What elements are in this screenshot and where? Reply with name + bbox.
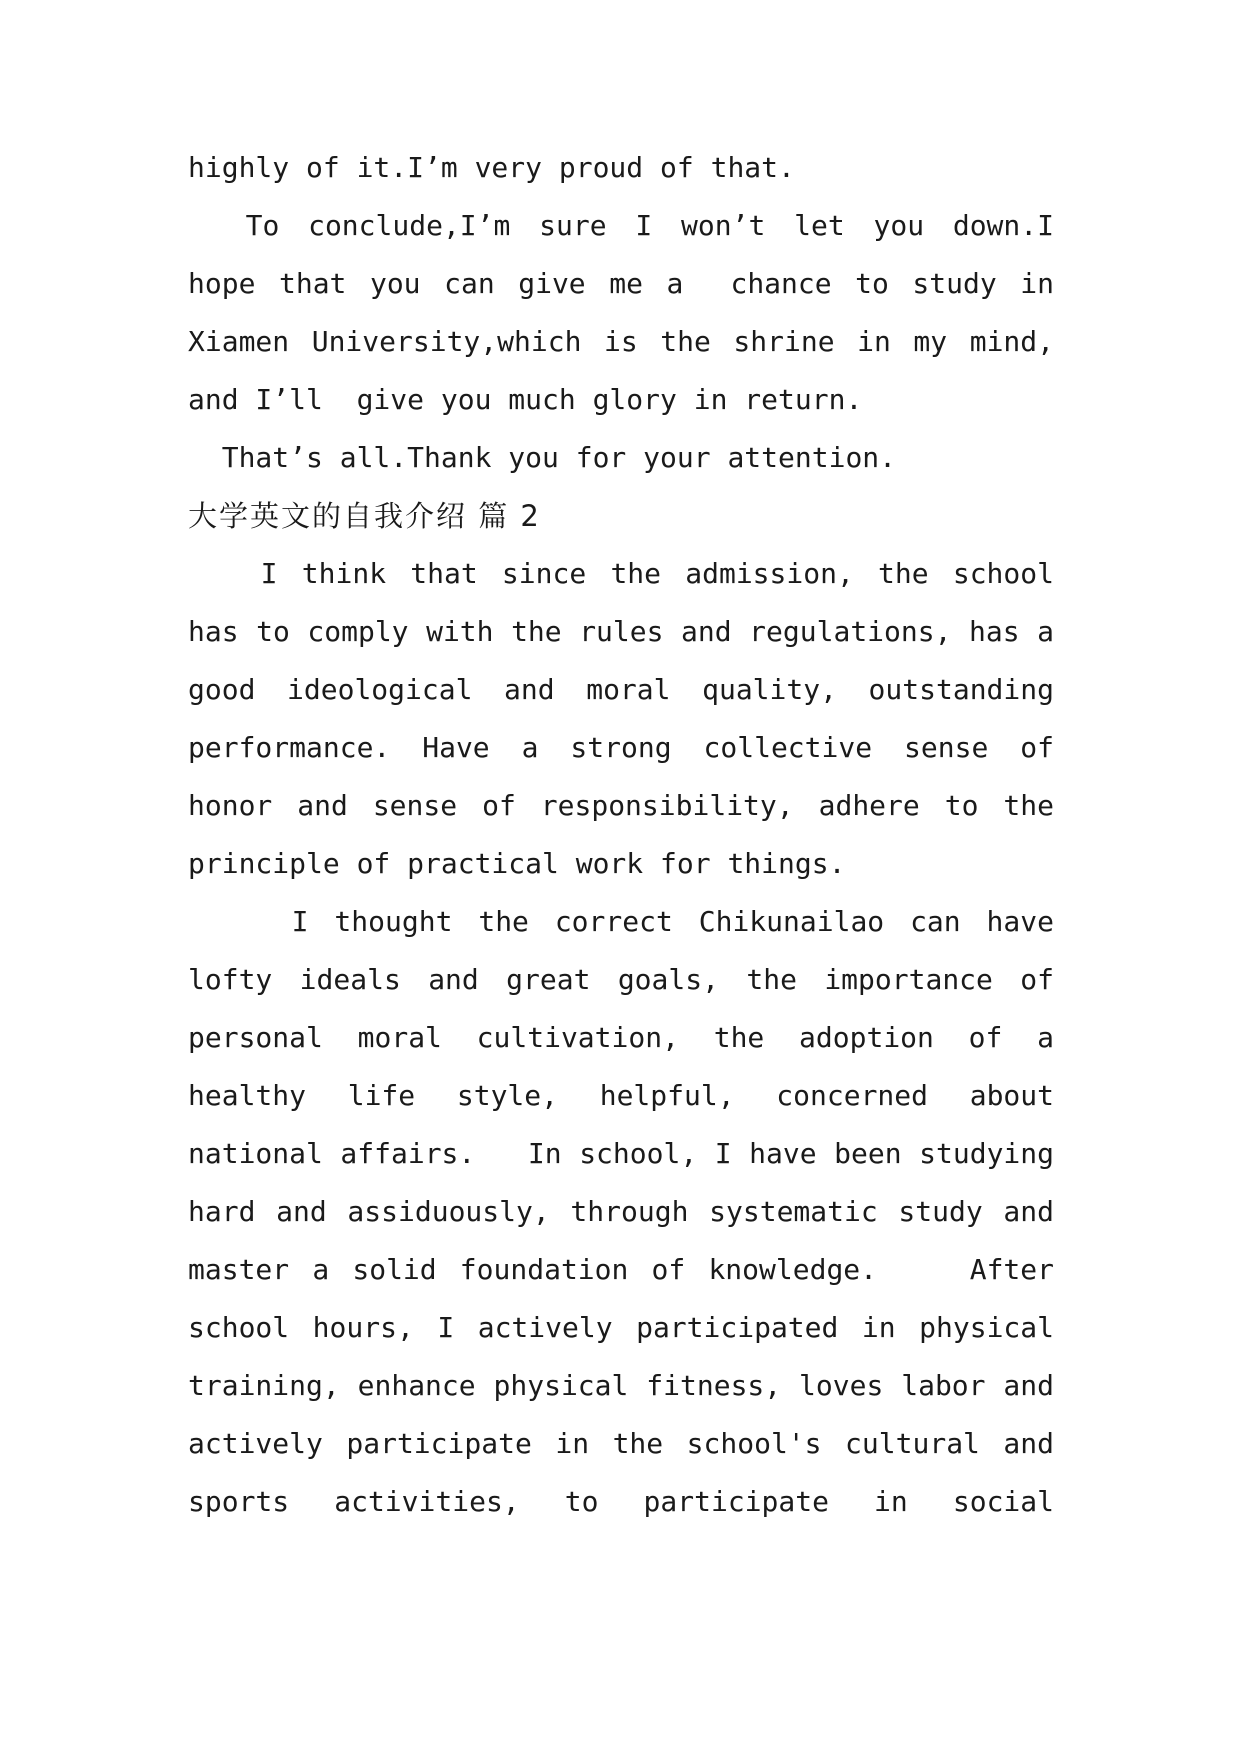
paragraph-line: To conclude,I’m sure I won’t let you down.I: [188, 209, 1054, 242]
paragraph-line: That’s all.Thank you for your attention.: [188, 441, 897, 474]
paragraph-line: lofty ideals and great goals, the importance of: [188, 963, 1054, 996]
paragraph-line: master a solid foundation of knowledge. After: [188, 1253, 1054, 1286]
paragraph-line: personal moral cultivation, the adoption of a: [188, 1021, 1054, 1054]
paragraph-line: principle of practical work for things.: [188, 847, 846, 880]
paragraph-line: training, enhance physical fitness, loves labor and: [188, 1369, 1054, 1402]
paragraph-line: has to comply with the rules and regulations, has a: [188, 615, 1054, 648]
paragraph-line: Xiamen University,which is the shrine in my mind,: [188, 325, 1054, 358]
paragraph-line: honor and sense of responsibility, adhere to the: [188, 789, 1054, 822]
paragraph-line: I think that since the admission, the school: [188, 557, 1054, 590]
paragraph-line: good ideological and moral quality, outstanding: [188, 673, 1054, 706]
paragraph-line: healthy life style, helpful, concerned about: [188, 1079, 1054, 1112]
paragraph-line: hope that you can give me a chance to study in: [188, 267, 1054, 300]
section-heading: 大学英文的自我介绍 篇 2: [188, 499, 541, 533]
paragraph-line: actively participate in the school's cultural and: [188, 1427, 1054, 1460]
paragraph-line: I thought the correct Chikunailao can have: [188, 905, 1054, 938]
paragraph-line: highly of it.I’m very proud of that.: [188, 151, 795, 184]
paragraph-line: and I’ll give you much glory in return.: [188, 383, 863, 416]
paragraph-line: performance. Have a strong collective sense of: [188, 731, 1054, 764]
paragraph-line: sports activities, to participate in social: [188, 1485, 1054, 1518]
paragraph-line: school hours, I actively participated in physical: [188, 1311, 1054, 1344]
paragraph-line: national affairs. In school, I have been studying: [188, 1137, 1054, 1170]
paragraph-line: hard and assiduously, through systematic study and: [188, 1195, 1054, 1228]
